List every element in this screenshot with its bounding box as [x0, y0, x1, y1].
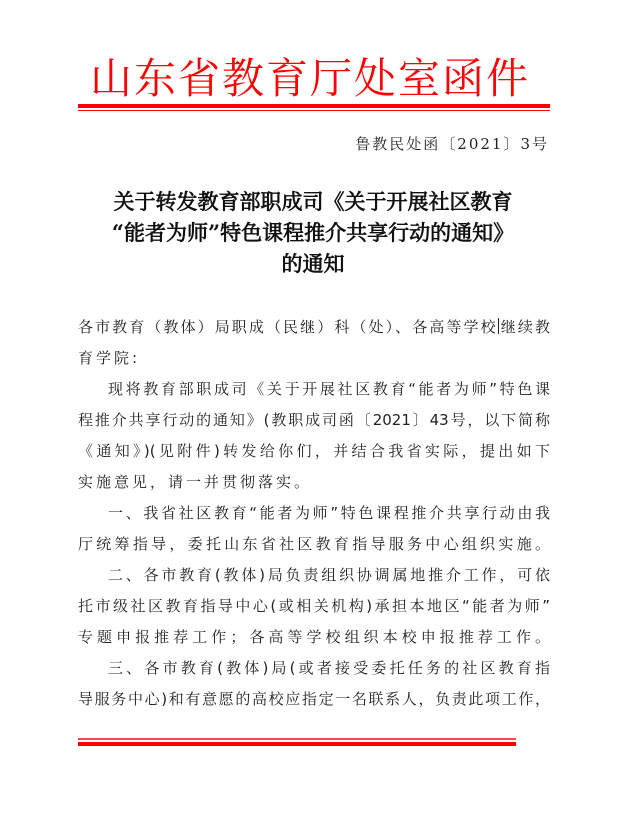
document-title	[70, 186, 556, 279]
paragraph-line: 托市级社区教育指导中心(或相关机构)承担本地区“能者为师”	[78, 597, 550, 615]
document-number: 鲁教民处函〔2021〕3号	[355, 135, 549, 153]
paragraph-line: 二、各市教育(教体)局负责组织协调属地推介工作，可依	[108, 566, 550, 584]
document-body[interactable]	[78, 312, 550, 715]
salutation-text: 各市教育（教体）局职成（民继）科（处）、各高等学校	[78, 318, 498, 336]
masthead-rule-thin	[78, 110, 550, 111]
paragraph-line: 实施意见，请一并贯彻落实。	[78, 473, 313, 491]
document-title-line: “能者为师”特色课程推介共享行动的通知》	[111, 220, 515, 245]
paragraph-line: 《通知》)(见附件)转发给你们，并结合我省实际，提出如下	[78, 442, 550, 460]
paragraph-line: 程推介共享行动的通知》(教职成司函〔2021〕43号，以下简称	[78, 411, 550, 429]
paragraph-line: 专题申报推荐工作；各高等学校组织本校申报推荐工作。	[78, 628, 550, 646]
footer-rule-thin	[78, 738, 516, 740]
masthead-rule-thick	[78, 104, 550, 108]
salutation-line: 育学院:	[78, 349, 141, 367]
document-title-line: 关于转发教育部职成司《关于开展社区教育	[113, 189, 513, 214]
paragraph-line: 一、我省社区教育“能者为师”特色课程推介共享行动由我	[108, 504, 550, 522]
document-title-line: 的通知	[281, 251, 345, 276]
salutation-line	[78, 312, 550, 343]
paragraph-line: 厅统筹指导，委托山东省社区教育指导服务中心组织实施。	[78, 535, 550, 553]
masthead-title: 山东省教育厅处室函件	[89, 54, 530, 103]
paragraph-line: 三、各市教育(教体)局(或者接受委托任务的社区教育指	[108, 659, 550, 677]
paragraph-line: 现将教育部职成司《关于开展社区教育“能者为师”特色课	[108, 380, 550, 398]
paragraph-line: 导服务中心)和有意愿的高校应指定一名联系人，负责此项工作，	[78, 690, 550, 708]
salutation-text: 继续教	[498, 318, 550, 336]
footer-rule-thick	[78, 742, 516, 746]
